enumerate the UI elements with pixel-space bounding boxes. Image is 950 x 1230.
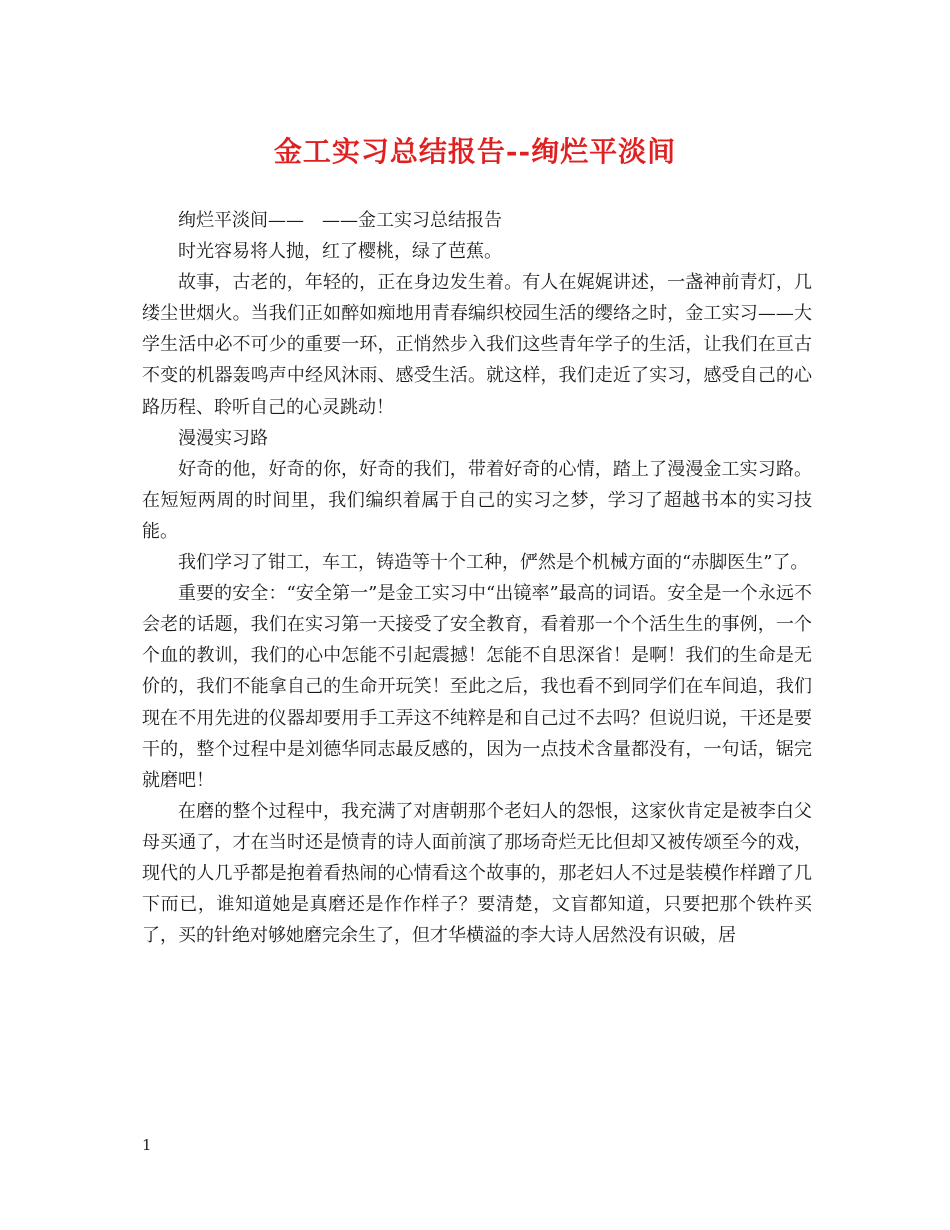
paragraph-opening-line: 时光容易将人抛，红了樱桃，绿了芭蕉。 — [178, 241, 502, 263]
paragraph: 在磨的整个过程中，我充满了对唐朝那个老妇人的怨恨，这家伙肯定是被李白父母买通了，才在当时还是愤青的诗人面前演了那场奇烂无比但却又被传颂至今的戏，现代的人几乎都是抱着看热闹的心情看这个故事的，那老妇人不过是装模作样蹭了几下而已，谁知道她是真磨还是作作样子？要清楚，文盲都知道，只要把那个铁杵买了，买的针绝对够她磨完余生了，但才华横溢的李大诗人居然没有识破，居 — [142, 800, 812, 947]
section-heading: 漫漫实习路 — [178, 427, 268, 449]
paragraph-subtitle: 绚烂平淡间—— ——金工实习总结报告 — [178, 210, 502, 231]
page-title: 金工实习总结报告--绚烂平淡间 — [273, 135, 677, 168]
document-body — [142, 205, 812, 951]
paragraph: 好奇的他，好奇的你，好奇的我们，带着好奇的心情，踏上了漫漫金工实习路。在短短两周的时间里，我们编织着属于自己的实习之梦，学习了超越书本的实习技能。 — [142, 458, 812, 542]
paragraph: 故事，古老的，年轻的，正在身边发生着。有人在娓娓讲述，一盏神前青灯，几缕尘世烟火。当我们正如醉如痴地用青春编织校园生活的缨络之时，金工实习——大学生活中必不可少的重要一环，正悄然步入我们这些青年学子的生活，让我们在亘古不变的机器轰鸣声中经风沐雨、感受生活。就这样，我们走近了实习，感受自己的心路历程、聆听自己的心灵跳动！ — [142, 272, 812, 418]
paragraph: 重要的安全：“安全第一”是金工实习中“出镜率”最高的词语。安全是一个永远不会老的话题，我们在实习第一天接受了安全教育，看着那一个个活生生的事例，一个个血的教训，我们的心中怎能不引起震撼！怎能不自思深省！是啊！我们的生命是无价的，我们不能拿自己的生命开玩笑！至此之后，我也看不到同学们在车间追，我们现在不用先进的仪器却要用手工弄这不纯粹是和自己过不去吗？但说归说，干还是要干的，整个过程中是刘德华同志最反感的，因为一点技术含量都没有，一句话，锯完就磨吧！ — [142, 583, 812, 791]
paragraph: 我们学习了钳工，车工，铸造等十个工种，俨然是个机械方面的“赤脚医生”了。 — [178, 552, 809, 574]
page-number: 1 — [142, 1136, 152, 1154]
